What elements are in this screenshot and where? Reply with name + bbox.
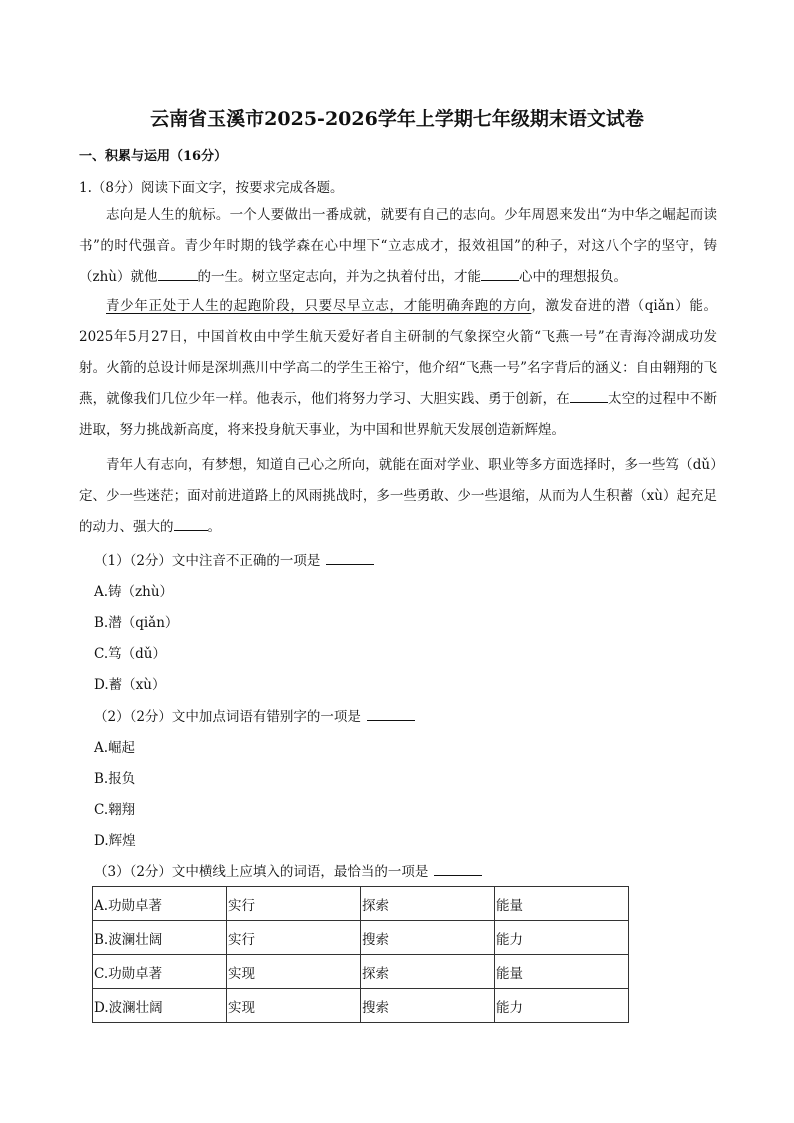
- option-1c: C.笃（dǔ）: [94, 646, 166, 662]
- passage-paragraph-3: [79, 450, 717, 543]
- underlined-sentence: 青少年正处于人生的起跑阶段，只要尽早立志，才能明确奔跑的方向: [106, 298, 532, 314]
- table-cell: 实行: [227, 887, 361, 921]
- table-cell: 能量: [495, 955, 629, 989]
- option-2c: C.翱翔: [94, 802, 136, 818]
- table-cell: B.波澜壮阔: [93, 921, 227, 955]
- paragraph-text: ，激发奋进的潜（qiǎn）能。2025年5月27日，中国首枚由中学生航天爱好者自主研制的气象探空火箭“飞燕一号”在青海冷湖成功发射。火箭的总设计师是深圳燕川中学高二的学生王裕宁，他介绍“飞燕一号”名字背后的涵义：自由翱翔的飞燕，就像我们几位少年一样。他表示，他们将努力学习、大胆实践、勇于创新，在: [79, 298, 718, 407]
- option-2d: D.辉煌: [94, 833, 136, 849]
- table-row: [93, 989, 629, 1023]
- option-1d: D.蓄（xù）: [94, 677, 166, 693]
- fill-blank: [570, 390, 608, 403]
- section-heading: 一、积累与运用（16分）: [79, 149, 228, 164]
- table-row: [93, 921, 629, 955]
- option-1a: A.铸（zhù）: [94, 584, 174, 600]
- fill-blank: [481, 268, 519, 281]
- sub-question-1: [94, 549, 374, 569]
- sub-question-3: [94, 860, 482, 880]
- table-row: [93, 955, 629, 989]
- table-cell: A.功勋卓著: [93, 887, 227, 921]
- answer-blank[interactable]: [434, 863, 482, 876]
- table-cell: 探索: [361, 955, 495, 989]
- table-cell: 搜索: [361, 921, 495, 955]
- fill-blank: [158, 268, 198, 281]
- table-cell: 搜索: [361, 989, 495, 1023]
- paragraph-text: 志向是人生的航标。一个人要做出一番成就，就要有自己的志向。少年周恩来发出“为中华之崛起而读书”的时代强音。青少年时期的钱学森在心中埋下“立志成才，报效祖国”的种子，对这八个字的坚守，铸（zhù）就他: [79, 207, 717, 285]
- table-cell: 能量: [495, 887, 629, 921]
- paragraph-text: 的一生。树立坚定志向，并为之执着付出，才能: [197, 269, 482, 285]
- paragraph-text: 太空的过程中不断进取，努力挑战新高度，将来投身航天事业，为中国和世界航天发展创造新辉煌。: [79, 391, 718, 438]
- sub-question-text: （2）（2分）文中加点词语有错别字的一项是: [94, 709, 361, 725]
- table-cell: 实现: [227, 989, 361, 1023]
- paragraph-text: 心中的理想报负。: [519, 269, 628, 285]
- paragraph-text: 。: [207, 519, 221, 535]
- table-cell: 探索: [361, 887, 495, 921]
- table-cell: 能力: [495, 989, 629, 1023]
- sub-question-text: （3）（2分）文中横线上应填入的词语，最恰当的一项是: [94, 864, 429, 880]
- table-cell: 实现: [227, 955, 361, 989]
- passage-paragraph-2: [79, 291, 717, 446]
- sub-question-text: （1）（2分）文中注音不正确的一项是: [94, 553, 321, 569]
- option-2b: B.报负: [94, 771, 136, 787]
- table-cell: 实行: [227, 921, 361, 955]
- options-table: [92, 886, 629, 1023]
- sub-question-2: [94, 705, 415, 725]
- answer-blank[interactable]: [367, 708, 415, 721]
- page-title: 云南省玉溪市2025-2026学年上学期七年级期末语文试卷: [150, 108, 644, 130]
- table-row: [93, 887, 629, 921]
- option-1b: B.潜（qiǎn）: [94, 615, 179, 631]
- question-1-stem: 1.（8分）阅读下面文字，按要求完成各题。: [79, 180, 344, 196]
- table-cell: C.功勋卓著: [93, 955, 227, 989]
- option-2a: A.崛起: [94, 740, 136, 756]
- passage-paragraph-1: [79, 200, 717, 293]
- table-cell: D.波澜壮阔: [93, 989, 227, 1023]
- fill-blank: [174, 518, 208, 531]
- paragraph-text: 青年人有志向，有梦想，知道自己心之所向，就能在面对学业、职业等多方面选择时，多一些笃（dǔ）定、少一些迷茫；面对前进道路上的风雨挑战时，多一些勇敢、少一些退缩，从而为人生积蓄（xù）起充足的动力、强大的: [79, 457, 717, 535]
- table-cell: 能力: [495, 921, 629, 955]
- answer-blank[interactable]: [326, 552, 374, 565]
